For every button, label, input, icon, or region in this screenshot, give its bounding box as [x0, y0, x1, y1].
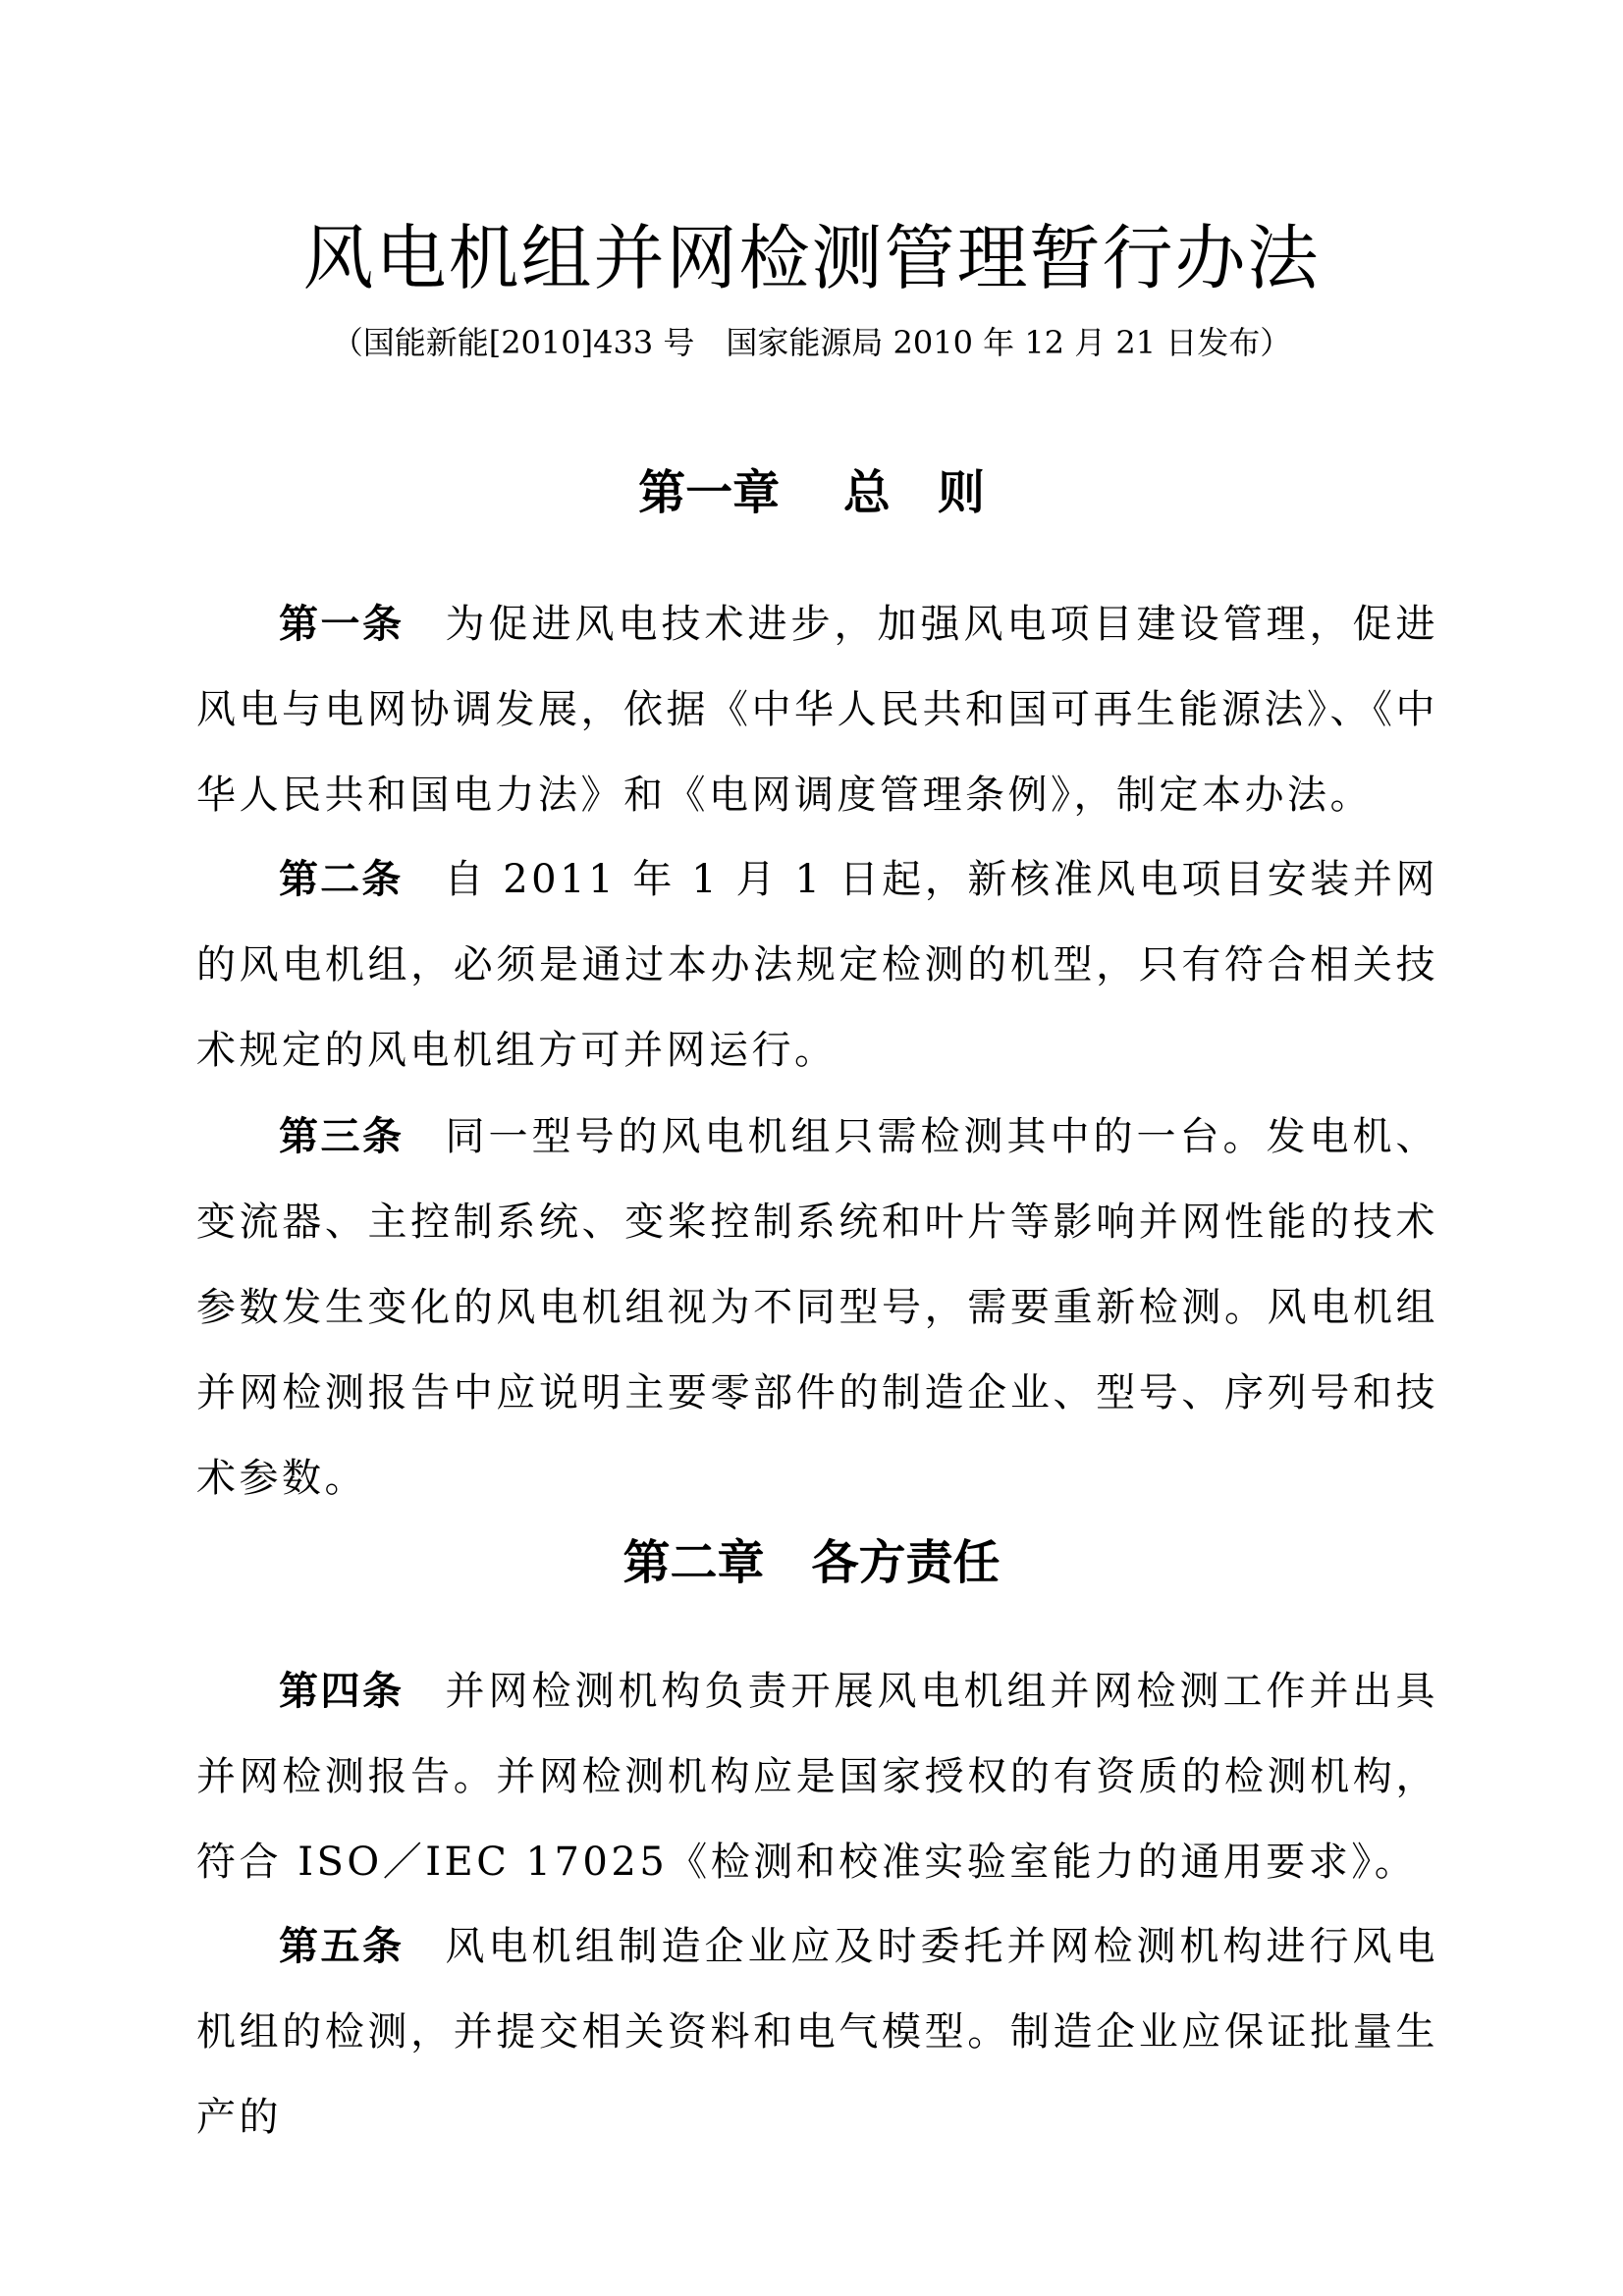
article-text: 为促进风电技术进步，加强风电项目建设管理，促进风电与电网协调发展，依据《中华人民共和国可再生能源法》、《中华人民共和国电力法》和《电网调度管理条例》，制定本办法。 [196, 602, 1438, 818]
article-1 [196, 582, 1438, 838]
article-text: 并网检测机构负责开展风电机组并网检测工作并出具并网检测报告。并网检测机构应是国家授权的有资质的检测机构，符合 ISO／IEC 17025《检测和校准实验室能力的通用要求》。 [196, 1669, 1438, 1885]
article-label: 第二条 [279, 857, 404, 902]
article-label: 第五条 [279, 1924, 405, 1969]
document-title: 风电机组并网检测管理暂行办法 [302, 217, 1321, 299]
article-5 [196, 1904, 1438, 2161]
article-text: 自 2011 年 1 月 1 日起，新核准风电项目安装并网的风电机组，必须是通过本办法规定检测的机型，只有符合相关技术规定的风电机组方可并网运行。 [196, 857, 1439, 1073]
article-label: 第三条 [279, 1114, 405, 1159]
article-text: 风电机组制造企业应及时委托并网检测机构进行风电机组的检测，并提交相关资料和电气模型。制造企业应保证批量生产的 [196, 1924, 1438, 2140]
article-text: 同一型号的风电机组只需检测其中的一台。发电机、变流器、主控制系统、变桨控制系统和叶片等影响并网性能的技术参数发生变化的风电机组视为不同型号，需要重新检测。风电机组并网检测报告中应说明主要零部件的制造企业、型号、序列号和技术参数。 [196, 1114, 1438, 1501]
article-2 [196, 837, 1438, 1094]
article-label: 第四条 [279, 1669, 405, 1714]
chapter-2-heading: 第二章 各方责任 [622, 1535, 1001, 1590]
article-3 [196, 1095, 1438, 1522]
article-label: 第一条 [279, 602, 405, 647]
document-subtitle: （国能新能[2010]433 号 国家能源局 2010 年 12 月 21 日发布） [331, 324, 1292, 361]
article-4 [196, 1649, 1438, 1905]
chapter-1-heading: 第一章 总 则 [638, 465, 985, 520]
